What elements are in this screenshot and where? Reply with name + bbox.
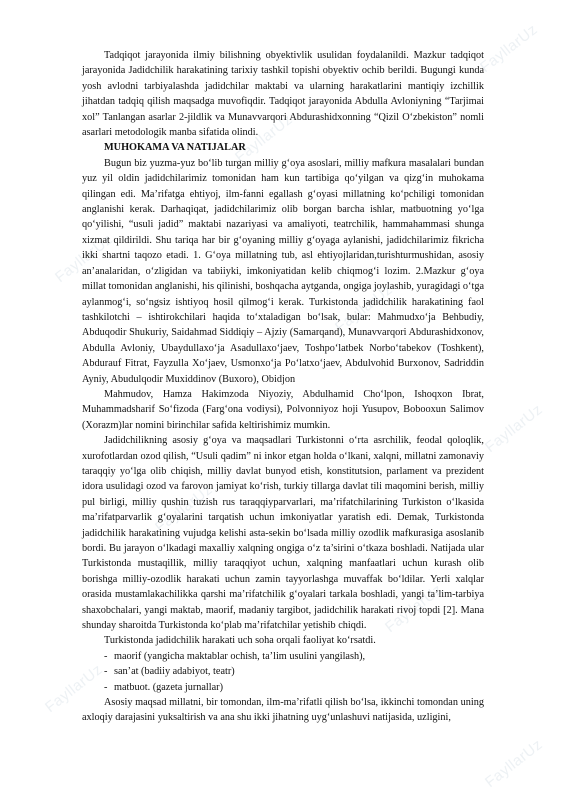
watermark: FayllarUz bbox=[481, 400, 546, 457]
section-heading: MUHOKAMA VA NATIJALAR bbox=[104, 142, 246, 154]
watermark: FayllarUz bbox=[331, 280, 396, 337]
paragraph-goals: Jadidchilikning asosiy g‘oya va maqsadlari Turkistonni o‘rta asrchilik, feodal qoloqlik, xurofotlardan ozod qilish, “Usuli qadim” ni inkor etgan holda o‘lkani, xalqni, millatni zamonaviy taraqqiy yo‘lga olib chiqish, milliy davlat bunyod etish, konstitutsion, parlament va prezident idora usulidagi ozod va farovon jamiyat ko‘rish, turkiy tillarga davlat tili maqomini berish, milliy pul birligi, milliy qushin tuzish rus taraqqiyparvarlari, ma’rifatchilarining Turkiston o‘lkasida ma’rifatparvarlik g‘oyalarini tarqatish uchun imkoniyatlar yaratish edi. Demak, Turkistonda jadidchilik harakatining vujudga kelishi asta-sekin bo‘lsada milliy ozodlik mafkurasiga asoslanib bordi. Bu jarayon o‘lkadagi maxalliy xalqning ongiga o‘z ta’sirini o‘tkaza boshladi. Natijada ular Turkistonda mustaqillik, milliy taraqqiyot uchun, xalqning manfaatlari uchun kurash olib borishga milliy-ozodlik harakati uchun zamin tayyorlashga muvaffak bo‘ldilar. Yerli xalqlar orasida mustamlakachilikka qarshi ma’rifatchilik g‘oyalari tarkala boshladi, yangi ta’lim-tarbiya shaxobchalari, yangi maktab, maorif, madaniy targibot, jadidchilik harakati rivoj topdi [2]. Mana shunday sharoitda Turkistonda ko‘plab ma’rifatchilar yetishib chiqdi. bbox=[82, 435, 484, 632]
list-item: - san’at (badiiy adabiyot, teatr) bbox=[104, 664, 484, 679]
document-body bbox=[82, 48, 484, 726]
watermark: FayllarUz bbox=[481, 735, 546, 792]
paragraph-main-goal: Asosiy maqsad millatni, bir tomondan, ilm-ma’rifatli qilish bo‘lsa, ikkinchi tomondan uning axloqiy darajasini yuksaltirish va ana shu ikki jihatning uyg‘unlashuvi natijasida, uzligini, bbox=[82, 697, 484, 724]
watermark: FayllarUz bbox=[476, 20, 541, 77]
watermark: FayllarUz bbox=[381, 580, 446, 637]
paragraph-names: Mahmudov, Hamza Hakimzoda Niyoziy, Abdulhamid Cho‘lpon, Ishoqxon Ibrat, Muhammadsharif So‘fizoda (Farg‘ona vodiysi), Polvonniyoz hoji Yusupov, Bobooxun Salimov (Xorazm)lar nomini birinchilar safida keltirishimiz mumkin. bbox=[82, 388, 484, 431]
watermark: FayllarUz bbox=[41, 660, 106, 717]
paragraph-three-spheres: Turkistonda jadidchilik harakati uch soha orqali faoliyat ko‘rsatdi. bbox=[104, 635, 376, 647]
list-item: - matbuot. (gazeta jurnallar) bbox=[104, 680, 484, 695]
paragraph-national-idea: Bugun biz yuzma-yuz bo‘lib turgan milliy g‘oya asoslari, milliy mafkura masalalari bundan yuz yil oldin jadidchilarimiz tomonidan ham kun tartibiga qo‘yilgan va qizg‘in muhokama qilingan edi. Ma’rifatga ehtiyoj, ilm-fanni egallash g‘oyasi millatning ko‘pchiligi tomonidan anglanishi kerak. Darhaqiqat, jadidchilarimiz olib borgan barcha ishlar, matbuotning yo‘lga qo‘yilishi, “usuli jadid” maktabi nazariyasi va amaliyoti, teatrchilik, hammahammasi shunga xizmat qildirildi. Shu tariqa har bir g‘oyaning milliy g‘oyaga aylanishi, jadidchilarimiz fikricha ikki shartni taqozo etadi. 1. G‘oya millatning tub, asl ehtiyojlaridan,turishturmushidan, asosiy an’analaridan, o‘zligidan va tabiiyki, imkoniyatidan kelib chiqmog‘i lozim. 2.Mazkur g‘oya millat tomonidan anglanishi, his qilinishi, boshqacha aytganda, ongiga joylashib, yuragidagi o‘tga aylanmog‘i, so‘ngsiz ishtiyoq hosil qilmog‘i kerak. Turkistonda jadidchilik harakatining faol tashkilotchi – ishtirokchilari haqida to‘xtaladigan bo‘lsak, bular: Mahmudxo‘ja Behbudiy, Abduqodir Shukuriy, Saidahmad Siddiqiy – Ajziy (Samarqand), Munavvarqori Abdurashidxonov, Abdulla Avloniy, Ubaydullaxo‘ja Asadullaxo‘jaev, Toshpo‘latbek Norbo‘tabekov (Toshkent), Abdurauf Fitrat, Fayzulla Xo‘jaev, Usmonxo‘ja Po‘latxo‘jaev, Abdulvohid Burxonov, Sadriddin Ayniy, Abudulqodir Muxiddinov (Buxoro), Obidjon bbox=[82, 157, 484, 385]
watermark: FayllarUz bbox=[151, 480, 216, 537]
watermark: FayllarUz bbox=[51, 230, 116, 287]
spheres-list bbox=[82, 649, 484, 695]
paragraph-methodology: Tadqiqot jarayonida ilmiy bilishning obyektivlik usulidan foydalanildi. Mazkur tadqiqot jarayonida Jadidchilik harakatining tarixiy tashkil topishi obyektiv ochib berildi. Bugungi kunda yosh avlodni tarbiyalashda jadidchilar maktabi va ularning harakatlarini mantiqiy izchillik jihatdan tadqiq qilish maqsadga muvofiqdir. Tadqiqot jarayonida Abdulla Avloniyning “Tarjimai xol” Tanlangan asarlar 2-jildlik va Munavvarqori Abdurashidxonning “Qizil O‘zbekiston” nomli asarlari metodologik manba sifatida olindi. bbox=[82, 50, 484, 139]
watermark: FayllarUz bbox=[231, 110, 296, 167]
list-item: - maorif (yangicha maktablar ochish, ta’lim usulini yangilash), bbox=[104, 649, 484, 664]
